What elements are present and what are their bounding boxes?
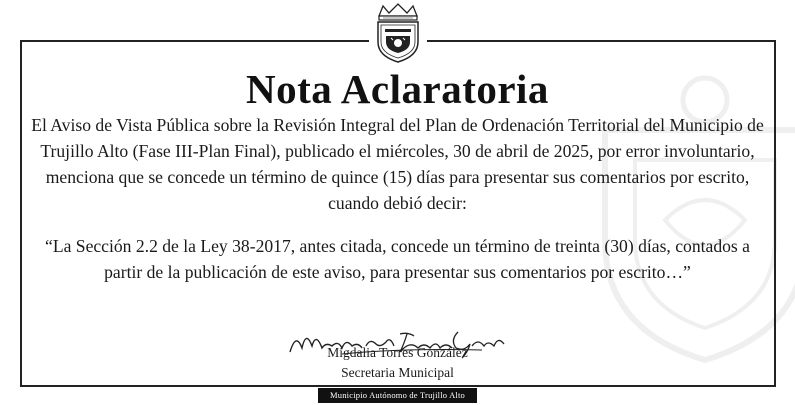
footer-organization-band: Municipio Autónomo de Trujillo Alto [318, 388, 477, 403]
notice-quoted-correction: “La Sección 2.2 de la Ley 38-2017, antes citada, concede un término de treinta (30) días, contados a partir de la publicación de este aviso, para presentar sus comentarios por escrito…” [45, 236, 750, 282]
notice-title: Nota Aclaratoria [246, 66, 549, 112]
signer-role: Secretaria Municipal [341, 365, 454, 380]
signer-name: Migdalia Torres González [327, 345, 468, 360]
municipal-coat-of-arms-icon [369, 2, 427, 64]
notice-body-paragraph: El Aviso de Vista Pública sobre la Revisión Integral del Plan de Ordenación Territorial del Municipio de Trujillo Alto (Fase III-Plan Final), publicado el miércoles, 30 de abril de 2025, por error involuntario, menciona que se concede un término de quince (15) días para presentar sus comentarios por escrito, cuando debió decir: [31, 115, 764, 213]
